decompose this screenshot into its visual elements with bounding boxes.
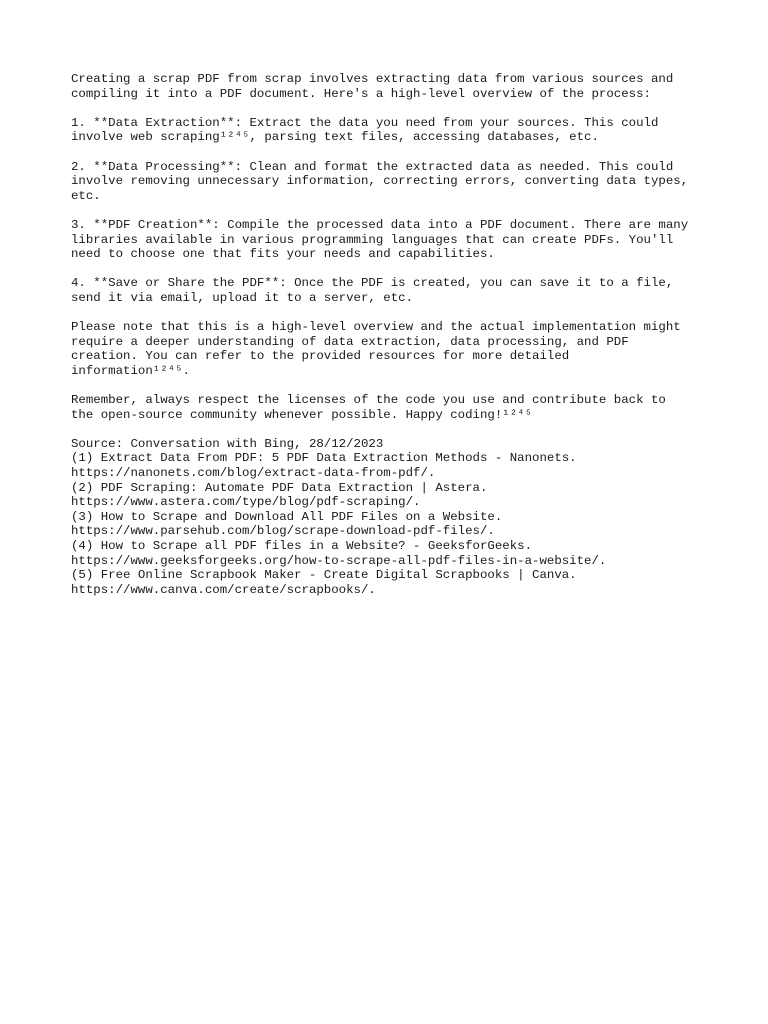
source-title: (3) How to Scrape and Download All PDF Files on a Website. [71,509,503,524]
source-url-link[interactable]: https://www.parsehub.com/blog/scrape-download-pdf-files/. [71,524,495,539]
sources-list [71,437,711,598]
intro-paragraph: Creating a scrap PDF from scrap involves extracting data from various sources and compiling it into a PDF document. Here's a high-level overview of the process: [71,72,674,101]
document-body [71,72,711,597]
sources-heading: Source: Conversation with Bing, 28/12/2023 [71,436,384,451]
source-title: (4) How to Scrape all PDF files in a Website? - GeeksforGeeks. [71,539,533,553]
source-url-link[interactable]: https://www.geeksforgeeks.org/how-to-scrape-all-pdf-files-in-a-website/. [71,553,607,568]
source-url-link[interactable]: https://www.canva.com/create/scrapbooks/. [71,582,376,597]
step-save-or-share: 4. **Save or Share the PDF**: Once the PDF is created, you can save it to a file, send it via email, upload it to a server, etc. [71,276,674,305]
step-data-processing: 2. **Data Processing**: Clean and format the extracted data as needed. This could involve removing unnecessary information, correcting errors, converting data types, etc. [71,159,689,203]
closing-paragraph: Remember, always respect the licenses of the code you use and contribute back to the open-source community whenever possible. Happy coding!¹²⁴⁵ [71,393,666,422]
source-title: (5) Free Online Scrapbook Maker - Create Digital Scrapbooks | Canva. [71,568,577,583]
source-title: (1) Extract Data From PDF: 5 PDF Data Extraction Methods - Nanonets. [71,451,577,466]
source-title: (2) PDF Scraping: Automate PDF Data Extraction | Astera. [71,480,488,495]
step-data-extraction: 1. **Data Extraction**: Extract the data you need from your sources. This could involve web scraping¹²⁴⁵, parsing text files, accessing databases, etc. [71,115,659,145]
source-url-link[interactable]: https://nanonets.com/blog/extract-data-from-pdf/. [71,466,436,481]
note-paragraph: Please note that this is a high-level overview and the actual implementation might require a deeper understanding of data extraction, data processing, and PDF creation. You can refer to the provided resources for more detailed information¹²⁴⁵. [71,320,681,378]
step-pdf-creation: 3. **PDF Creation**: Compile the processed data into a PDF document. There are many libraries available in various programming languages that can create PDFs. You'll need to choose one that fits your needs and capabilities. [71,217,689,262]
source-url-link[interactable]: https://www.astera.com/type/blog/pdf-scraping/. [71,495,421,510]
